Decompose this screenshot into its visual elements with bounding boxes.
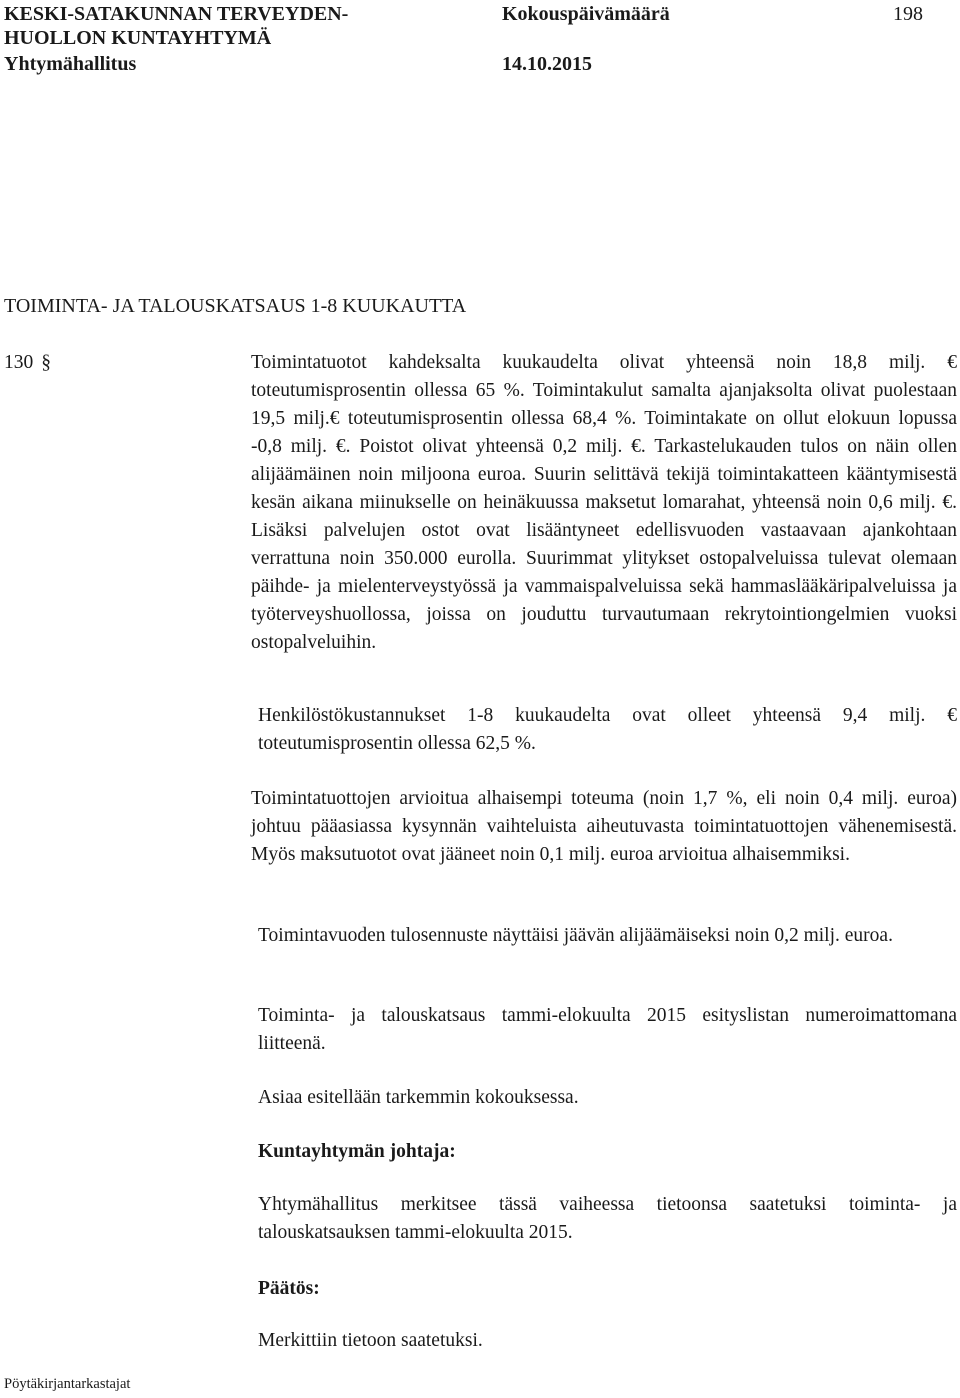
- paragraph-revenue-shortfall: Toimintatuottojen arvioitua alhaisempi toteuma (noin 1,7 %, eli noin 0,4 milj. euroa) johtuu pääasiassa kysynnän vaihteluista aiheutuvasta toimintatuottojen vähenemisestä. Myös maksutuotot ovat jääneet noin 0,1 milj. euroa arvioitua alhaisemmiksi.: [251, 788, 957, 865]
- decision-heading: Päätös:: [258, 1278, 320, 1299]
- page-number: 198: [893, 3, 923, 25]
- item-number: 130: [4, 352, 34, 373]
- body-name: Yhtymähallitus: [4, 53, 137, 75]
- paragraph-financial-summary: Toimintatuotot kahdeksalta kuukaudelta olivat yhteensä noin 18,8 milj. € toteutumisprosentin ollessa 65 %. Toimintakulut samalta ajanjaksolta olivat puolestaan 19,5 milj.€ toteutumisprosentin ollessa 68,4 %. Toimintakate on ollut elokuun lopussa -0,8 milj. €. Poistot olivat yhteensä 0,2 milj. €. Tarkastelukauden tulos on näin ollen alijäämäinen noin miljoona euroa. Suurin selittävä tekijä toimintakatteen kääntymisestä kesän aikana miinukselle on heinäkuussa maksetut lomarahat, yhteensä noin 0,6 milj. €. Lisäksi palvelujen ostot ovat lisääntyneet edellisvuoden vastaavaan ajankohtaan verrattuna noin 350.000 eurolla. Suurimmat ylitykset ostopalveluissa tulevat olemaan päihde- ja mielenterveystyössä ja vammaispalveluissa sekä hammaslääkäripalveluissa ja työterveyshuollossa, joissa on jouduttu turvautumaan rekrytointiongelmien vuoksi ostopalveluihin.: [251, 352, 957, 653]
- proposal-heading: Kuntayhtymän johtaja:: [258, 1141, 456, 1162]
- item-number-block: [4, 352, 51, 374]
- meeting-date: 14.10.2015: [502, 53, 592, 75]
- footer-label: Pöytäkirjantarkastajat: [4, 1376, 131, 1392]
- meeting-date-label: Kokouspäivämäärä: [502, 3, 670, 25]
- section-sign: §: [41, 352, 51, 373]
- paragraph-personnel-costs: Henkilöstökustannukset 1-8 kuukaudelta ovat olleet yhteensä 9,4 milj. € toteutumisprosentin ollessa 62,5 %.: [258, 705, 957, 754]
- paragraph-forecast: Toimintavuoden tulosennuste näyttäisi jäävän alijäämäiseksi noin 0,2 milj. euroa.: [258, 925, 893, 946]
- organization-name-line1: KESKI-SATAKUNNAN TERVEYDEN-: [4, 3, 349, 25]
- paragraph-presentation: Asiaa esitellään tarkemmin kokouksessa.: [258, 1087, 579, 1108]
- document-title: TOIMINTA- JA TALOUSKATSAUS 1-8 KUUKAUTTA: [4, 295, 467, 317]
- organization-name-line2: HUOLLON KUNTAYHTYMÄ: [4, 27, 272, 49]
- paragraph-attachment: Toiminta- ja talouskatsaus tammi-elokuulta 2015 esityslistan numeroimattomana liitteenä.: [258, 1005, 957, 1054]
- decision-text: Merkittiin tietoon saatetuksi.: [258, 1330, 483, 1351]
- proposal-text: Yhtymähallitus merkitsee tässä vaiheessa tietoonsa saatetuksi toiminta- ja talouskatsauksen tammi-elokuulta 2015.: [258, 1194, 957, 1243]
